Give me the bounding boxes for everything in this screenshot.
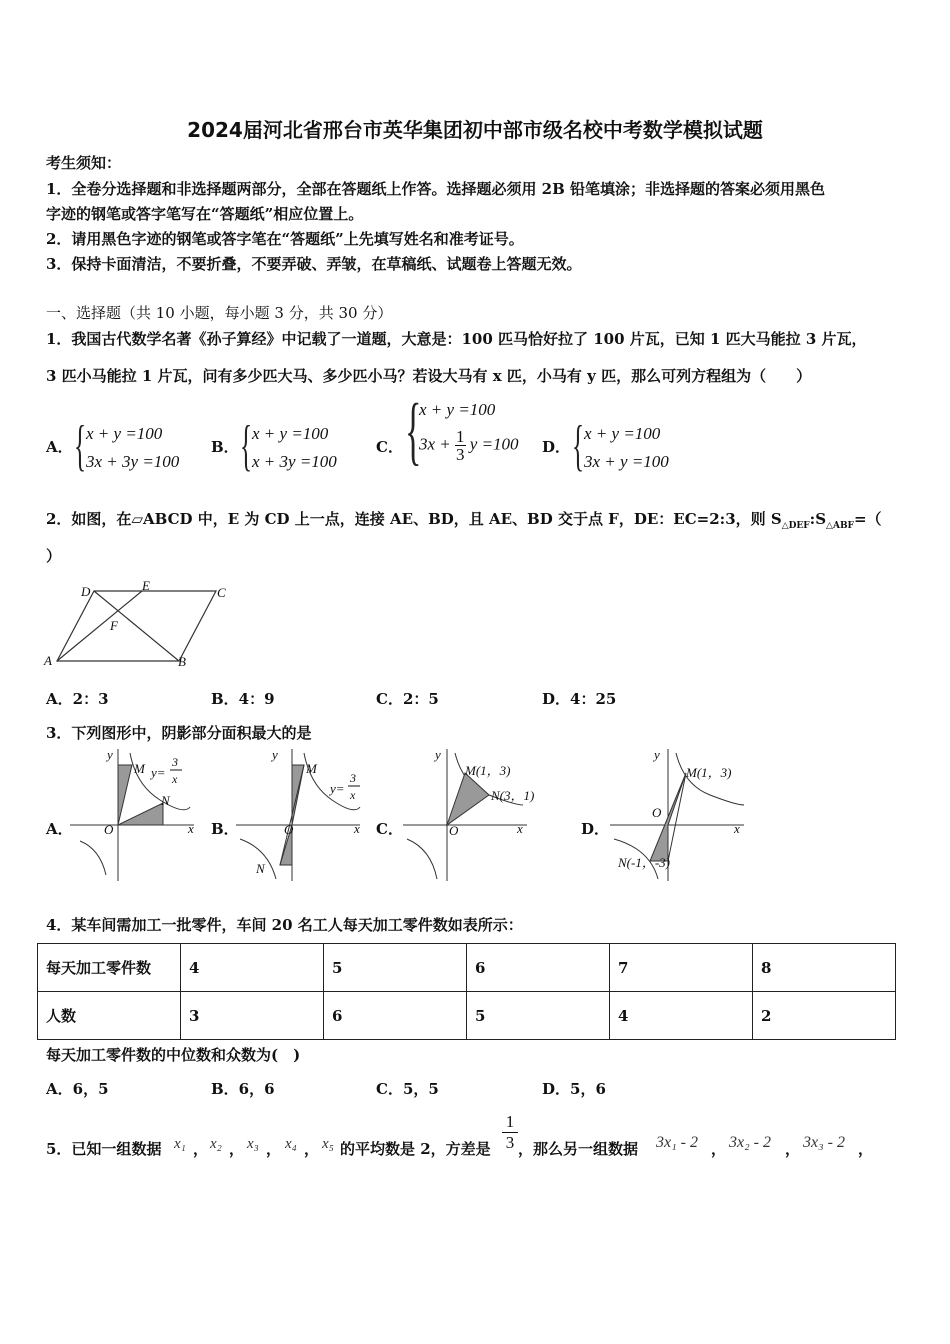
func-y: y= [330,781,345,796]
table-cell: 4 [610,992,753,1040]
q4-table [37,943,896,1040]
table-cell: 5 [467,992,610,1040]
q3-option-c-label: C． [376,820,403,838]
x-label: x [354,821,360,836]
y-label: y [654,747,660,762]
hyperbola-q3 [407,839,437,879]
q2-ratio-sep: :S [809,510,827,528]
q1-a-brace: { [74,415,87,477]
m-label: M(1，3) [465,763,511,778]
q1-c-brace: { [405,389,422,473]
label-e: E [142,578,150,593]
n-label: N(-1，-3) [618,855,670,870]
q5-mid: 的平均数是 2，方差是 [340,1140,491,1158]
y-label: y [272,747,278,762]
q1-line-2: 3 匹小马能拉 1 片瓦，问有多少匹大马、多少匹小马？若设大马有 x 匹，小马有 y 匹，那么可列方程组为（ ） [46,367,812,385]
q4-option-c: C．5，5 [376,1080,439,1098]
q5-sep-6: ， [785,1140,801,1158]
q1-option-a-label: A． [46,438,73,456]
q5-frac-den: 3 [505,1132,515,1152]
func-num: 3 [172,755,178,769]
q2-sub-def: △DEF [781,521,810,531]
table-cell: 6 [324,992,467,1040]
q2-text: 2．如图，在▱ABCD 中，E 为 CD 上一点，连接 AE、BD，且 AE、BD 交于点 F，DE：EC=2:3，则 S [46,510,782,528]
origin-label: O [652,805,662,820]
q5-expr-2: 3x₂ - 2 [729,1134,771,1151]
q1-c-eq1: x + y =100 [419,400,496,419]
y-label: y [107,747,113,762]
label-c: C [217,585,226,600]
label-b: B [178,654,186,669]
q2-line-1 [46,508,882,531]
table-cell: 人数 [38,992,181,1040]
q5-expr-3: 3x₃ - 2 [803,1134,845,1151]
q5-var-5: x₅ [322,1136,334,1152]
table-cell: 6 [467,944,610,992]
q1-c-frac-num: 1 [456,427,465,446]
n-label: N [161,793,170,808]
q5-frac-num: 1 [502,1112,518,1133]
q1-d-brace: { [572,415,585,477]
q1-a-eq2: 3x + 3y =100 [86,452,180,471]
q1-c-fraction [455,428,466,463]
x-label: x [517,821,523,836]
table-cell: 3 [181,992,324,1040]
table-cell: 8 [753,944,896,992]
n-label: N [256,861,265,876]
q3-figure-d [610,745,750,885]
y-label: y [435,747,441,762]
q5-pre: 5．已知一组数据 [46,1140,162,1158]
q1-c-eq2-part1: 3x + [419,434,451,454]
table-cell: 2 [753,992,896,1040]
q2-option-a: A．2：3 [46,690,109,708]
q5-sep-2: ， [229,1140,245,1158]
table-cell: 7 [610,944,753,992]
x-label: x [734,821,740,836]
q5-var-1: x₁ [174,1136,186,1152]
notice-line-1b: 字迹的钢笔或答字笔写在“答题纸”相应位置上。 [46,205,364,223]
q1-d-eq1: x + y =100 [584,424,661,443]
label-d: D [81,584,91,599]
q3-option-b-label: B． [211,820,239,838]
page-title: 2024届河北省邢台市英华集团初中部市级名校中考数学模拟试题 [187,118,763,142]
q2-end: =（ [853,510,882,528]
q1-option-d-label: D． [542,438,571,456]
n-label: N(3，1) [491,788,535,803]
q1-b-eq1: x + y =100 [252,424,329,443]
q1-option-b-label: B． [211,438,239,456]
q1-c-frac-den: 3 [456,445,465,464]
x-label: x [188,821,194,836]
q5-var-3: x₃ [247,1136,259,1152]
origin-label: O [104,822,114,837]
q5-sep-3: ， [266,1140,282,1158]
shaded-triangle-omn [447,773,489,825]
q5-var-4: x₄ [285,1136,297,1152]
q4-option-a: A．6，5 [46,1080,109,1098]
func-num: 3 [350,771,356,785]
q1-b-brace: { [240,415,253,477]
q3-option-a-label: A． [46,820,73,838]
func-den: x [350,788,356,802]
q5-post: ，那么另一组数据 [518,1140,639,1158]
origin-label: O [449,823,459,838]
q1-option-c-label: C． [376,438,403,456]
table-cell: 每天加工零件数 [38,944,181,992]
q5-sep-5: ， [711,1140,727,1158]
shaded-triangle-n [118,803,163,825]
q3-figure-b [236,745,366,885]
hyperbola-q3 [80,841,106,875]
q3-line: 3．下列图形中，阴影部分面积最大的是 [46,724,312,742]
notice-heading: 考生须知： [46,154,122,172]
q1-line-1: 1．我国古代数学名著《孙子算经》中记载了一道题，大意是：100 匹马恰好拉了 100 片瓦，已知 1 匹大马能拉 3 片瓦， [46,330,867,348]
table-cell: 4 [181,944,324,992]
q1-c-eq2 [419,428,519,463]
q5-sep-4: ， [304,1140,320,1158]
q2-line-2: ） [46,547,62,565]
q3-figure-a [70,745,200,885]
q2-option-d: D．4：25 [542,690,617,708]
notice-line-2: 2．请用黑色字迹的钢笔或答字笔在“答题纸”上先填写姓名和准考证号。 [46,230,524,248]
q3-option-d-label: D． [581,820,610,838]
section-heading: 一、选择题（共 10 小题，每小题 3 分，共 30 分） [46,304,393,322]
label-a: A [44,653,52,668]
q1-a-eq1: x + y =100 [86,424,163,443]
segment-ae [57,591,142,661]
notice-line-3: 3．保持卡面清洁，不要折叠，不要弄破、弄皱，在草稿纸、试题卷上答题无效。 [46,255,582,273]
q5-sep-1: ， [193,1140,209,1158]
q5-expr-1: 3x₁ - 2 [656,1134,698,1151]
q5-sep-7: ， [858,1140,874,1158]
segment-bd [94,591,179,661]
label-f: F [110,618,118,633]
m-label: M [134,761,145,776]
shaded-triangle-m [118,765,132,825]
q1-d-eq2: 3x + y =100 [584,452,669,471]
q1-b-eq2: x + 3y =100 [252,452,337,471]
q2-option-b: B．4：9 [211,690,275,708]
q4-option-b: B．6，6 [211,1080,275,1098]
table-row [38,992,896,1040]
q3-figure-c [403,745,563,885]
m-label: M [306,761,317,776]
func-y: y= [151,765,166,780]
q1-c-eq2-part2: y =100 [469,434,519,454]
m-label: M(1，3) [686,765,732,780]
q2-sub-abf: △ABF [826,521,854,531]
table-cell: 5 [324,944,467,992]
table-row [38,944,896,992]
q4-option-d: D．5，6 [542,1080,606,1098]
func-den: x [172,772,178,786]
notice-line-1a: 1．全卷分选择题和非选择题两部分，全部在答题纸上作答。选择题必须用 2B 铅笔填涂；非选择题的答案必须用黑色 [46,180,826,198]
q5-fraction [502,1112,518,1152]
q4-after: 每天加工零件数的中位数和众数为( ) [46,1046,301,1064]
q2-option-c: C．2：5 [376,690,439,708]
origin-label: O [284,822,294,837]
q4-line: 4．某车间需加工一批零件，车间 20 名工人每天加工零件数如表所示： [46,916,523,934]
q5-var-2: x₂ [210,1136,222,1152]
q2-parallelogram-figure [40,575,240,675]
